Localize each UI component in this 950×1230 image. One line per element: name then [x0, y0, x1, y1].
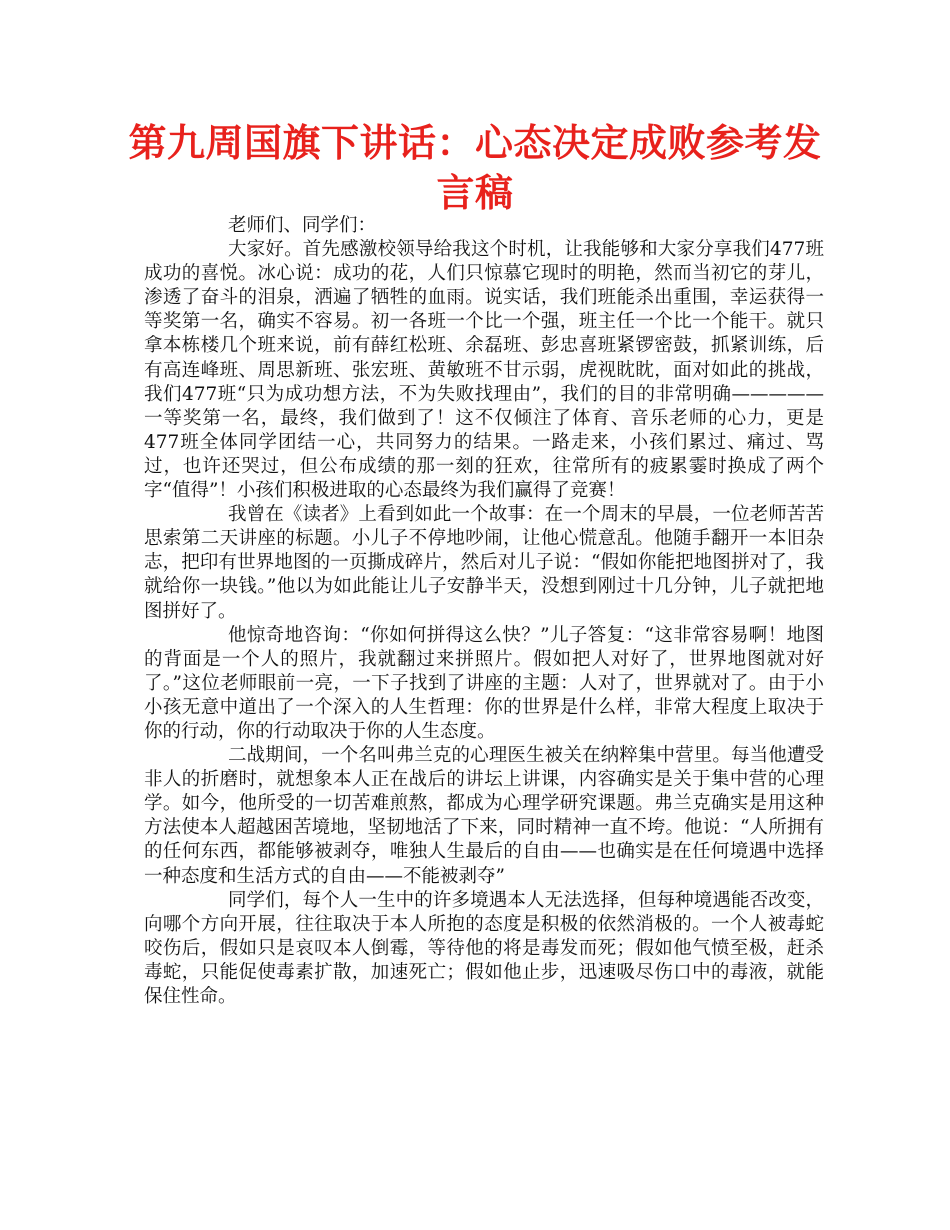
paragraph-4: 二战期间，一个名叫弗兰克的心理医生被关在纳粹集中营里。每当他遭受非人的折磨时，就想象本人正在战后的讲坛上讲课，内容确实是关于集中营的心理学。如今，他所受的一切苦难煎熬，都成为心理学研究课题。弗兰克确实是用这种方法使本人超越困苦境地，坚韧地活了下来，同时精神一直不垮。他说：“人所拥有的任何东西，都能够被剥夺，唯独人生最后的自由——也确实是在任何境遇中选择一种态度和生活方式的自由——不能被剥夺”	[144, 745, 824, 887]
paragraph-2: 我曾在《读者》上看到如此一个故事：在一个周末的早晨，一位老师苦苦思索第二天讲座的标题。小儿子不停地吵闹，让他心慌意乱。他随手翻开一本旧杂志，把印有世界地图的一页撕成碎片，然后对儿子说：“假如你能把地图拼对了，我就给你一块钱。”他以为如此能让儿子安静半天，没想到刚过十几分钟，儿子就把地图拼好了。	[144, 504, 824, 622]
paragraph-1: 大家好。首先感激校领导给我这个时机，让我能够和大家分享我们477班成功的喜悦。冰心说：成功的花，人们只惊慕它现时的明艳，然而当初它的芽儿，渗透了奋斗的泪泉，洒遍了牺牲的血雨。说实话，我们班能杀出重围，幸运获得一等奖第一名，确实不容易。初一各班一个比一个强，班主任一个比一个能干。就只拿本栋楼几个班来说，前有薛红松班、余磊班、彭忠喜班紧锣密鼓，抓紧训练，后有高连峰班、周思新班、张宏班、黄敏班不甘示弱，虎视眈眈，面对如此的挑战，我们477班“只为成功想方法，不为失败找理由”，我们的目的非常明确—————一等奖第一名，最终，我们做到了！这不仅倾注了体育、音乐老师的心力，更是477班全体同学团结一心，共同努力的结果。一路走来，小孩们累过、痛过、骂过，也许还哭过，但公布成绩的那一刻的狂欢，往常所有的疲累霎时换成了两个字“值得”！小孩们积极进取的心态最终为我们赢得了竞赛！	[144, 239, 824, 502]
document-body	[144, 214, 824, 1009]
document-title: 第九周国旗下讲话：心态决定成败参考发言稿	[128, 121, 822, 215]
greeting: 老师们、同学们：	[228, 215, 377, 236]
paragraph-3: 他惊奇地咨询：“你如何拼得这么快？”儿子答复：“这非常容易啊！地图的背面是一个人的照片，我就翻过来拼照片。假如把人对好了，世界地图就对好了。”这位老师眼前一亮，一下子找到了讲座的主题：人对了，世界就对了。由于小小孩无意中道出了一个深入的人生哲理：你的世界是什么样，非常大程度上取决于你的行动，你的行动取决于你的人生态度。	[144, 624, 824, 742]
paragraph-5: 同学们，每个人一生中的许多境遇本人无法选择，但每种境遇能否改变，向哪个方向开展，往往取决于本人所抱的态度是积极的依然消极的。一个人被毒蛇咬伤后，假如只是哀叹本人倒霉，等待他的将是毒发而死；假如他气愤至极，赶杀毒蛇，只能促使毒素扩散，加速死亡；假如他止步，迅速吸尽伤口中的毒液，就能保住性命。	[144, 889, 824, 1007]
